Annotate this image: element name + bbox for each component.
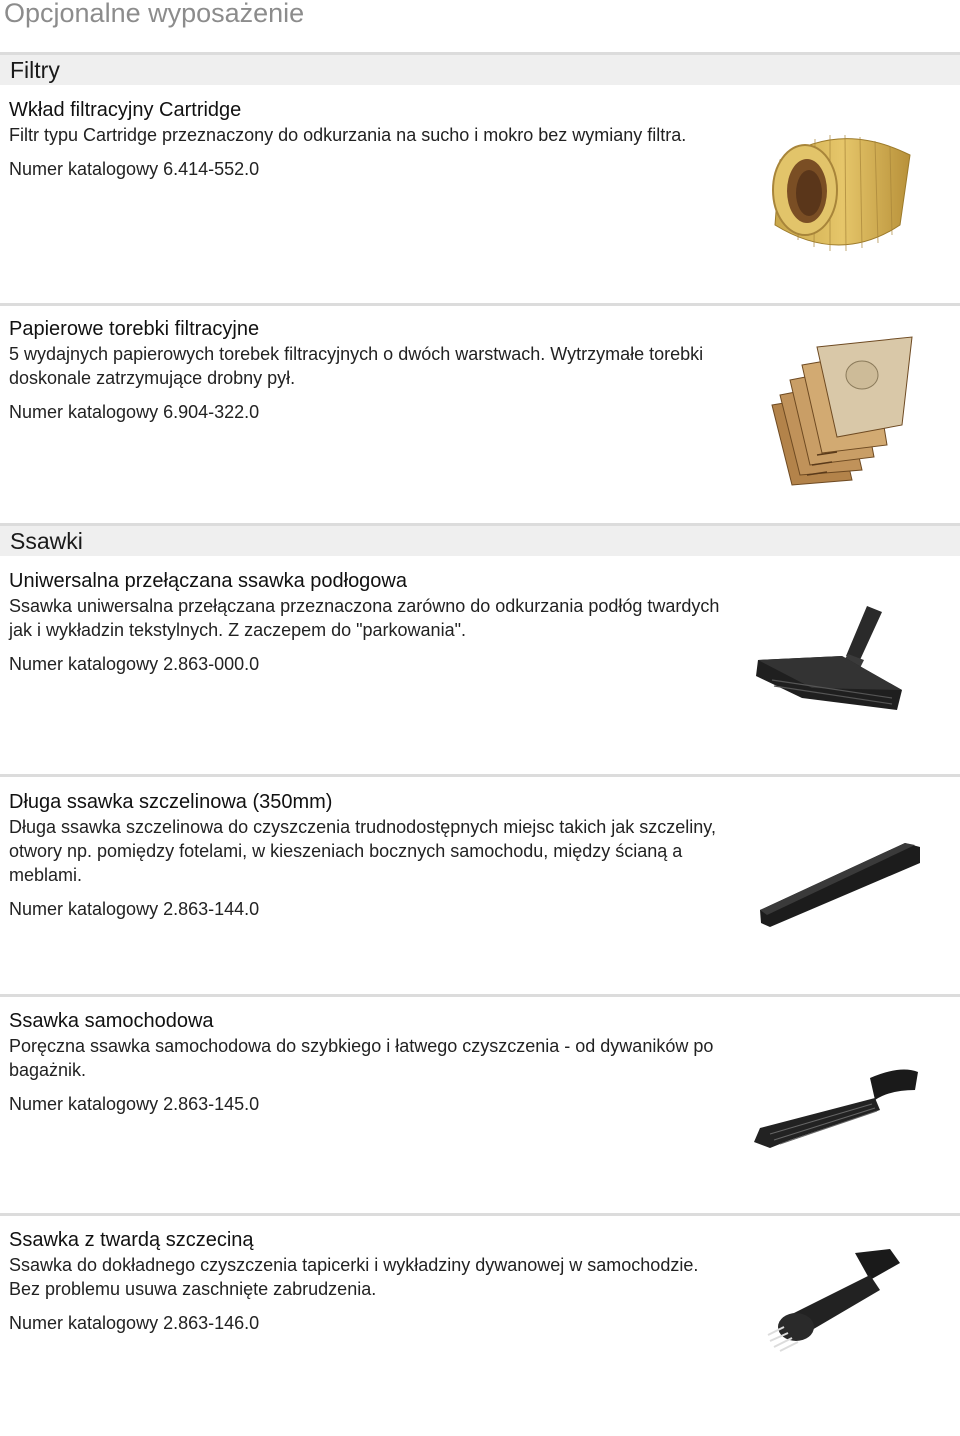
divider: [0, 994, 960, 997]
product-description: Ssawka uniwersalna przełączana przeznaczona zarówno do odkurzania podłóg twardych jak i wykładzin tekstylnych. Z zaczepem do "parkowania".: [9, 596, 720, 640]
catalog-number: Numer katalogowy 2.863-146.0: [9, 1313, 260, 1333]
product-name: Uniwersalna przełączana ssawka podłogowa: [9, 570, 407, 592]
floor-nozzle-image: [752, 598, 912, 723]
product-name: Ssawka samochodowa: [9, 1010, 214, 1032]
catalog-number: Numer katalogowy 6.414-552.0: [9, 159, 260, 179]
product-name: Ssawka z twardą szczeciną: [9, 1229, 254, 1251]
catalog-number: Numer katalogowy 2.863-144.0: [9, 899, 260, 919]
section-title: Filtry: [10, 57, 60, 83]
product-description: Filtr typu Cartridge przeznaczony do odkurzania na sucho i mokro bez wymiany filtra.: [9, 125, 687, 145]
product-name: Papierowe torebki filtracyjne: [9, 318, 260, 340]
product-description: Długa ssawka szczelinowa do czyszczenia trudnodostępnych miejsc takich jak szczeliny, otwory np. pomiędzy fotelami, w kieszeniach bocznych samochodu, między ścianą a meblami.: [9, 817, 716, 885]
product-item: [9, 789, 729, 921]
product-description: 5 wydajnych papierowych torebek filtracyjnych o dwóch warstwach. Wytrzymałe torebki doskonale zatrzymujące drobny pył.: [9, 344, 704, 388]
crevice-nozzle-image: [755, 835, 925, 930]
product-name: Długa ssawka szczelinowa (350mm): [9, 791, 333, 813]
product-item: [9, 97, 729, 181]
filter-bags-image: [762, 325, 917, 490]
section-header-filters: [0, 52, 960, 85]
divider: [0, 303, 960, 306]
car-nozzle-image: [750, 1060, 925, 1155]
page-title: Opcjonalne wyposażenie: [4, 0, 305, 28]
cartridge-filter-image: [760, 115, 920, 265]
product-item: [9, 316, 729, 424]
divider: [0, 774, 960, 777]
catalog-number: Numer katalogowy 6.904-322.0: [9, 402, 260, 422]
product-name: Wkład filtracyjny Cartridge: [9, 99, 242, 121]
product-item: [9, 1227, 729, 1335]
product-description: Ssawka do dokładnego czyszczenia tapicerki i wykładziny dywanowej w samochodzie. Bez problemu usuwa zaschnięte zabrudzenia.: [9, 1255, 699, 1299]
product-description: Poręczna ssawka samochodowa do szybkiego i łatwego czyszczenia - od dywaników po bagażnik.: [9, 1036, 714, 1080]
product-item: [9, 1008, 729, 1116]
product-item: [9, 568, 729, 676]
brush-nozzle-image: [760, 1245, 910, 1355]
section-header-nozzles: [0, 523, 960, 556]
catalog-number: Numer katalogowy 2.863-145.0: [9, 1094, 260, 1114]
section-title: Ssawki: [10, 528, 83, 554]
catalog-number: Numer katalogowy 2.863-000.0: [9, 654, 260, 674]
divider: [0, 1213, 960, 1216]
